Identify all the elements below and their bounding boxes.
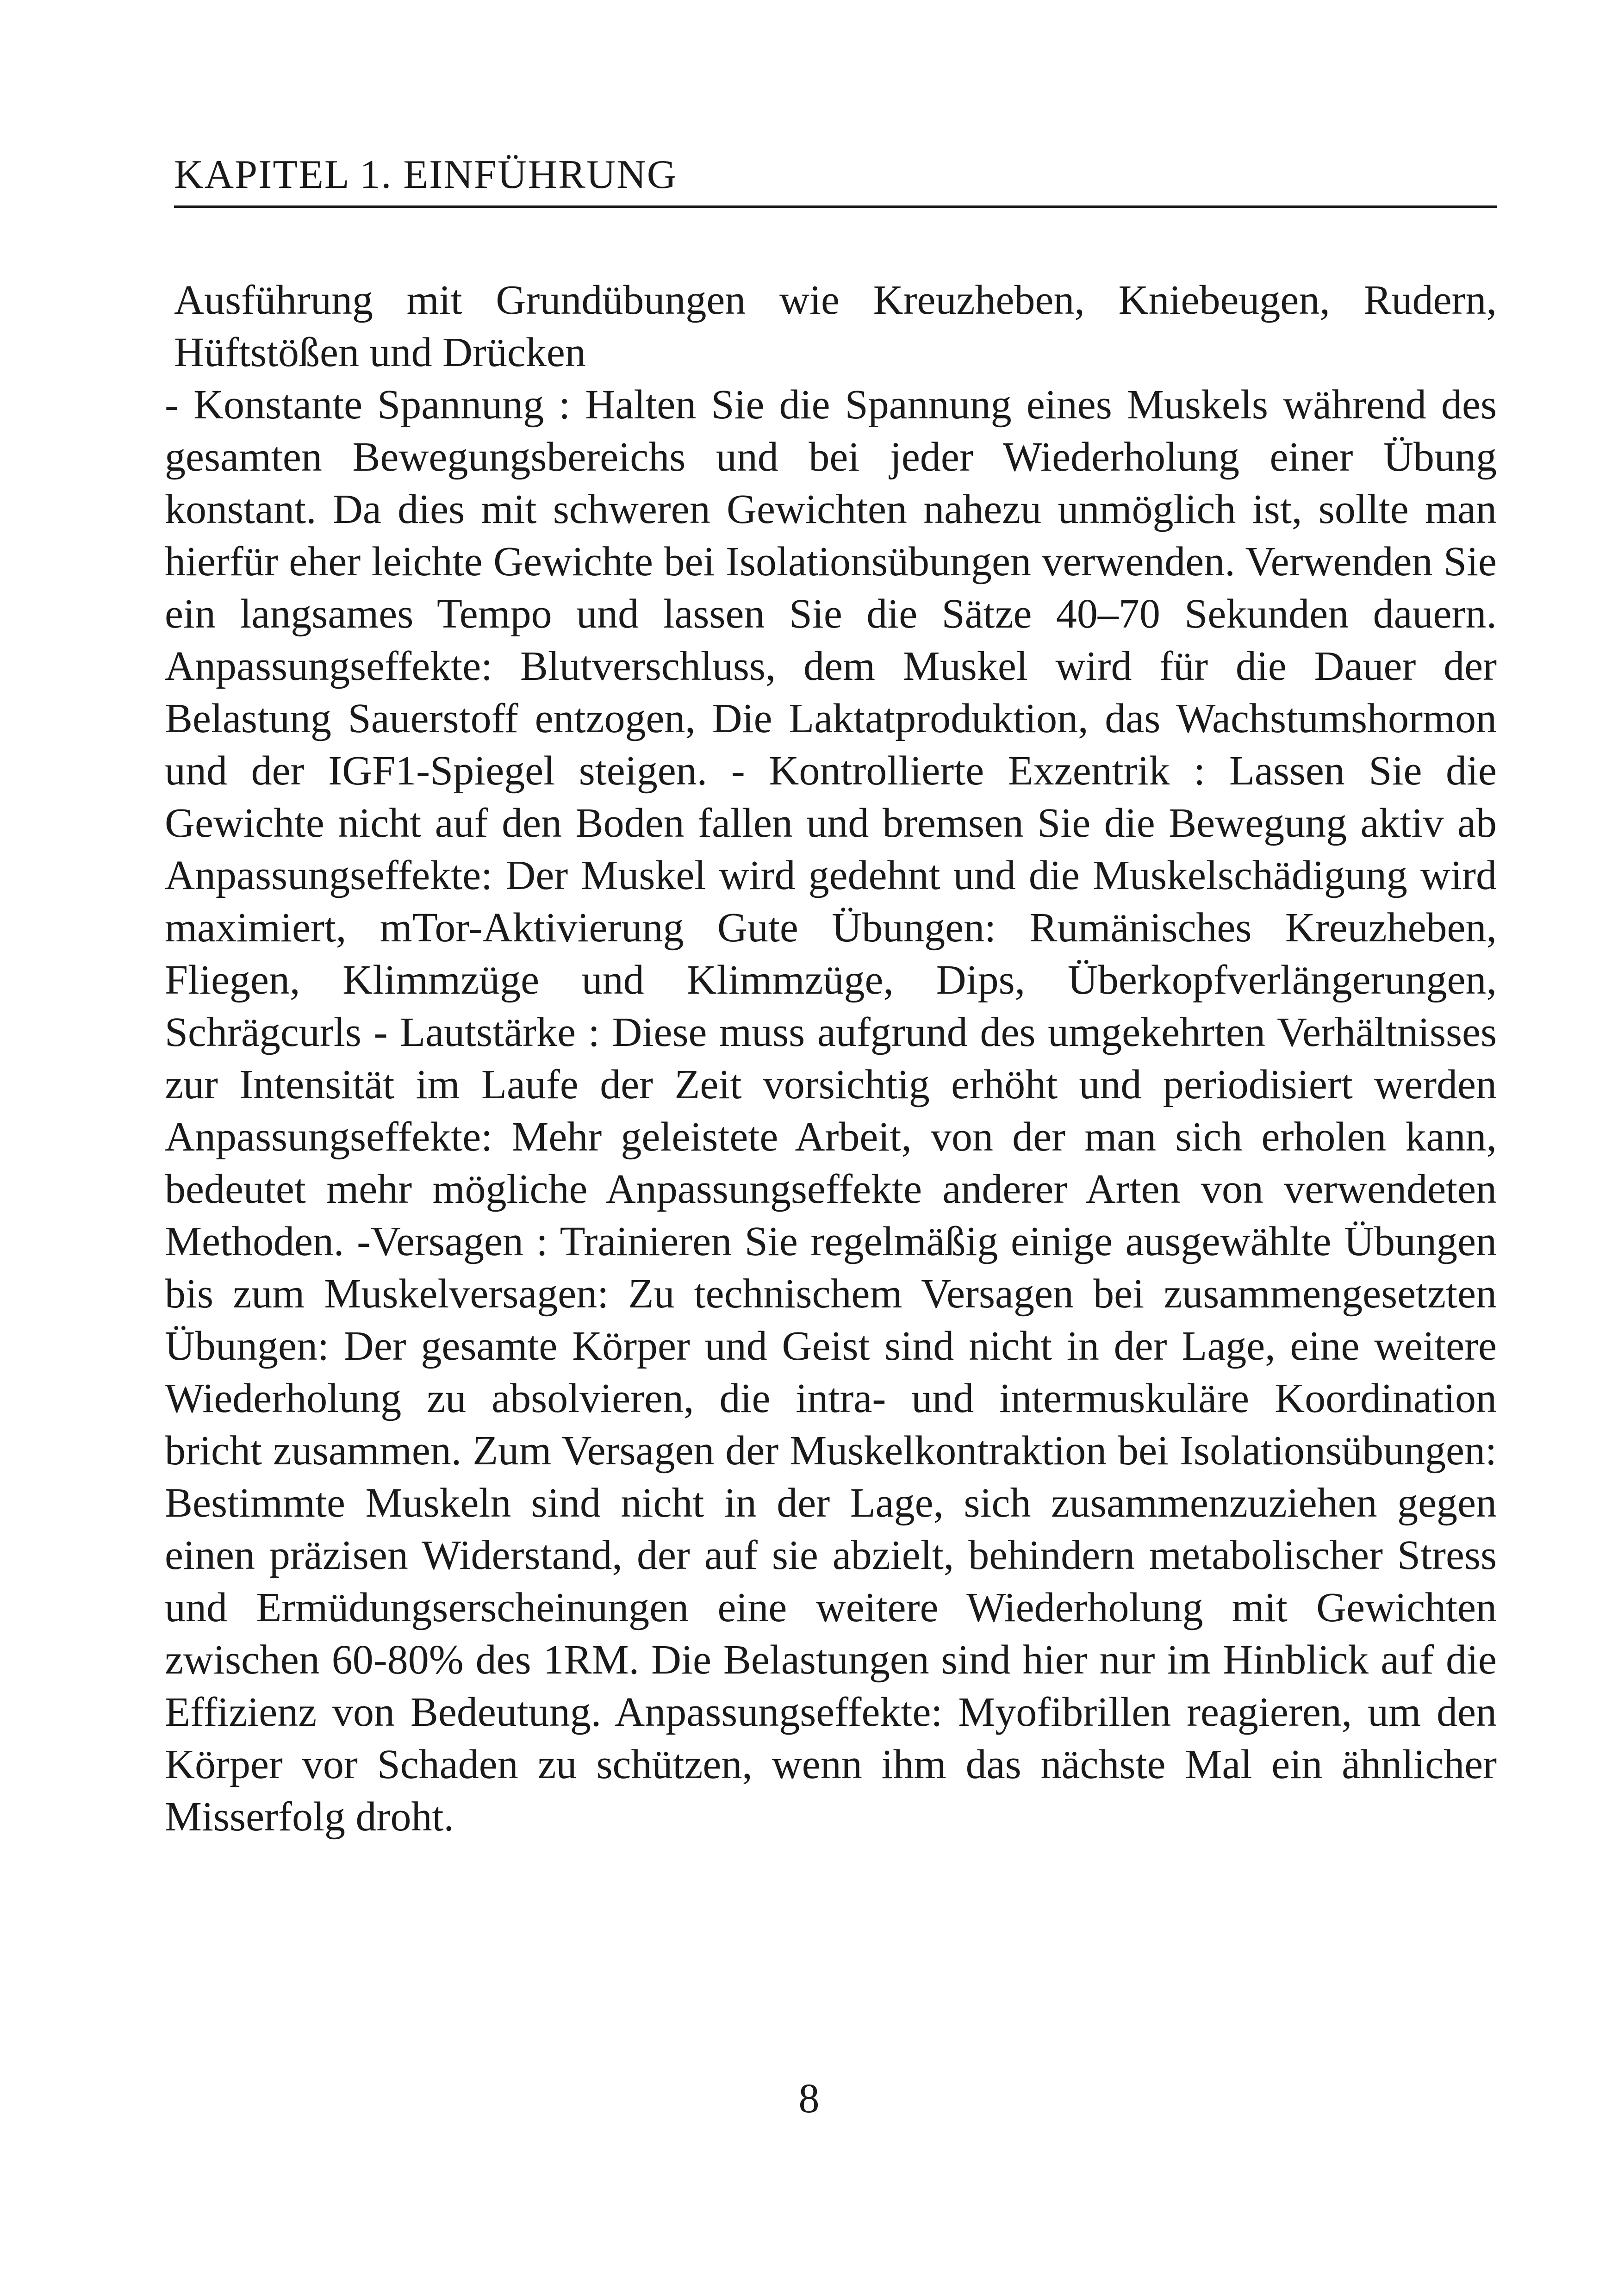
page-number: 8	[798, 2076, 820, 2122]
paragraph-intro: Ausführung mit Grundübungen wie Kreuzheben, Kniebeugen, Rudern, Hüftstößen und Drücken	[174, 277, 1497, 375]
body-text	[165, 274, 1497, 1843]
header-rule	[174, 205, 1497, 208]
paragraph-main: - Konstante Spannung : Halten Sie die Spannung eines Muskels während des gesamten Bewegungsbereichs und bei jeder Wiederholung einer Übung konstant. Da dies mit schweren Gewichten nahezu unmöglich ist, sollte man hierfür eher leichte Gewichte bei Isolationsübungen verwenden. Verwenden Sie ein langsames Tempo und lassen Sie die Sätze 40–70 Sekunden dauern. Anpassungseffekte: Blutverschluss, dem Muskel wird für die Dauer der Belastung Sauerstoff entzogen, Die Laktatproduktion, das Wachstumshormon und der IGF1-Spiegel steigen. - Kontrollierte Exzentrik : Lassen Sie die Gewichte nicht auf den Boden fallen und bremsen Sie die Bewegung aktiv ab Anpassungseffekte: Der Muskel wird gedehnt und die Muskelschädigung wird maximiert, mTor-Aktivierung Gute Übungen: Rumänisches Kreuzheben, Fliegen, Klimmzüge und Klimmzüge, Dips, Überkopfverlängerungen, Schrägcurls - Lautstärke : Diese muss aufgrund des umgekehrten Verhältnisses zur Intensität im Laufe der Zeit vorsichtig erhöht und periodisiert werden Anpassungseffekte: Mehr geleistete Arbeit, von der man sich erholen kann, bedeutet mehr mögliche Anpassungseffekte anderer Arten von verwendeten Methoden. -Versagen : Trainieren Sie regelmäßig einige ausgewählte Übungen bis zum Muskelversagen: Zu technischem Versagen bei zusammengesetzten Übungen: Der gesamte Körper und Geist sind nicht in der Lage, eine weitere Wiederholung zu absolvieren, die intra- und intermuskuläre Koordination bricht zusammen. Zum Versagen der Muskelkontraktion bei Isolationsübungen: Bestimmte Muskeln sind nicht in der Lage, sich zusammenzuziehen gegen einen präzisen Widerstand, der auf sie abzielt, behindern metabolischer Stress und Ermüdungserscheinungen eine weitere Wiederholung mit Gewichten zwischen 60-80% des 1RM. Die Belastungen sind hier nur im Hinblick auf die Effizienz von Bedeutung. Anpassungseffekte: Myofibrillen reagieren, um den Körper vor Schaden zu schützen, wenn ihm das nächste Mal ein ähnlicher Misserfolg droht.	[165, 382, 1497, 1840]
running-header-title: KAPITEL 1. EINFÜHRUNG	[174, 152, 678, 197]
